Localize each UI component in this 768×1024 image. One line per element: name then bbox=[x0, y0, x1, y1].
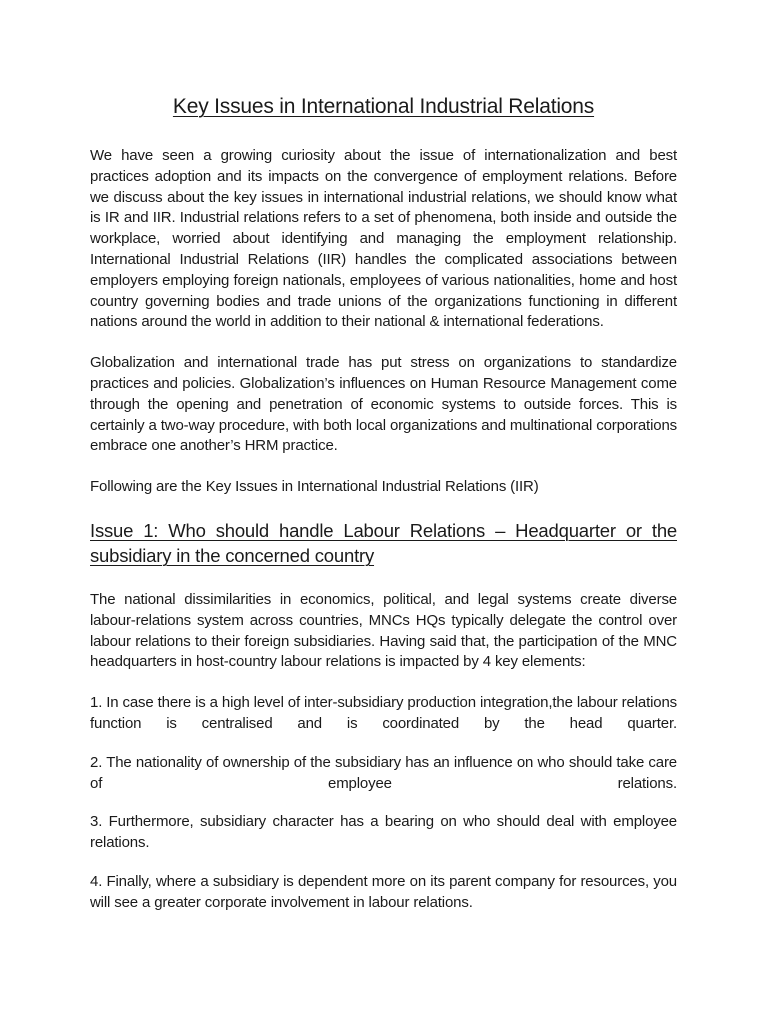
issue-1-point-1: 1. In case there is a high level of inter-subsidiary production integration,the labour relations function is centralised and is coordinated by the head quarter. bbox=[90, 694, 677, 732]
key-issues-lead-paragraph: Following are the Key Issues in International Industrial Relations (IIR) bbox=[90, 478, 539, 496]
document-title: Key Issues in International Industrial Relations bbox=[172, 95, 595, 118]
globalization-paragraph: Globalization and international trade has put stress on organizations to standardize practices and policies. Globalization’s influences on Human Resource Management come through the opening and penetration of economic systems to outside forces. This is certainly a two-way procedure, with both local organizations and multinational corporations embrace one another’s HRM practice. bbox=[90, 354, 677, 455]
document-page bbox=[90, 92, 677, 932]
issue-1-point-4: 4. Finally, where a subsidiary is dependent more on its parent company for resources, you will see a greater corporate involvement in labour relations. bbox=[90, 872, 677, 911]
issue-1-heading: Issue 1: Who should handle Labour Relations – Headquarter or the subsidiary in the concerned country bbox=[90, 519, 677, 566]
issue-1-intro-paragraph: The national dissimilarities in economics, political, and legal systems create diverse labour-relations system across countries, MNCs HQs typically delegate the control over labour relations to their foreign subsidiaries. Having said that, the participation of the MNC headquarters in host-country labour relations is impacted by 4 key elements: bbox=[90, 590, 677, 671]
intro-paragraph: We have seen a growing curiosity about the issue of internationalization and best practices adoption and its impacts on the convergence of employment relations. Before we discuss about the key issues in international industrial relations, we should know what is IR and IIR. Industrial relations refers to a set of phenomena, both inside and outside the workplace, worried about identifying and managing the employment relationship. International Industrial Relations (IIR) handles the complicated associations between employers employing foreign nationals, employees of various nationalities, home and host country governing bodies and trade unions of the organizations functioning in different nations around the world in addition to their national & international federations. bbox=[90, 147, 677, 331]
issue-1-point-2: 2. The nationality of ownership of the subsidiary has an influence on who should take care of employee relations. bbox=[90, 753, 677, 792]
issue-1-point-3: 3. Furthermore, subsidiary character has a bearing on who should deal with employee relations. bbox=[90, 813, 677, 852]
